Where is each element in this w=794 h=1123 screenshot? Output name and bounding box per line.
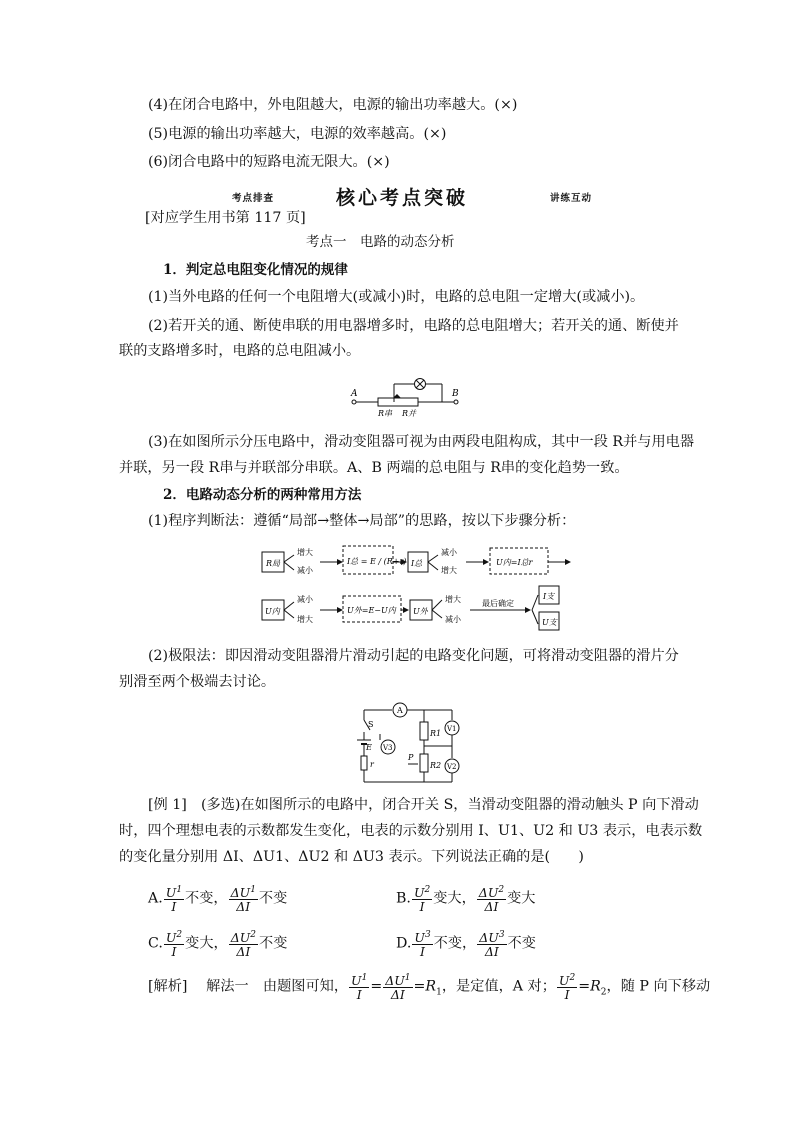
label-dec-1: 减小 (297, 566, 313, 575)
label-inc-4: 增大 (445, 595, 461, 604)
example-line-a: [例 1] (多选)在如图所示的电路中，闭合开关 S，当滑动变阻器的滑动触头 P 向下滑动 (148, 797, 699, 813)
node-i-branch: I支 (543, 592, 555, 601)
banner-right: 讲练互动 (550, 193, 593, 204)
item-4: (4)在闭合电路中，外电阻越大，电源的输出功率越大。(×) (148, 97, 518, 113)
svg-text:U外=E−U内: U外=E−U内 (347, 606, 396, 615)
example-line-b: 时，四个理想电表的示数都发生变化，电表的示数分别用 I、U1、U2 和 U3 表示，电表示数 (119, 823, 703, 839)
label-inc-3: 增大 (297, 615, 313, 624)
label-E: E (366, 743, 372, 752)
option-A[interactable]: A. $\frac{U^1}{I}$ 不变， $\frac{\Delta U^1}{\Delta I}$ 不变 (148, 885, 288, 915)
meter-A: A (397, 706, 403, 715)
node-u-inner: U内 (265, 607, 280, 616)
label-inc-1: 增大 (297, 548, 313, 557)
svg-text:U内=I总r: U内=I总r (496, 558, 533, 567)
label-dec-3: 减小 (297, 595, 313, 604)
para-4: (1)程序判断法：遵循“局部→整体→局部”的思路，按以下步骤分析： (148, 513, 576, 529)
para-3a: (3)在如图所示分压电路中，滑动变阻器可视为由两段电阻构成，其中一段 R并与用电器 (148, 434, 695, 450)
section-title: 考点一 电路的动态分析 (306, 234, 455, 250)
para-5a: (2)极限法：即因滑动变阻器滑片滑动引起的电路变化问题，可将滑动变阻器的滑片分 (148, 648, 679, 664)
flow-diagram (258, 540, 588, 640)
label-B: B (452, 389, 459, 399)
label-inc-2: 增大 (441, 566, 457, 575)
option-B[interactable]: B. $\frac{U^2}{I}$ 变大， $\frac{\Delta U^2}{\Delta I}$ 变大 (396, 885, 536, 915)
meter-V2: V2 (447, 763, 457, 771)
svg-text:I总 = E / (R+r): I总 = E / (R+r) (347, 557, 407, 566)
heading-1: 1．判定总电阻变化情况的规律 (163, 262, 348, 278)
banner-title: 核心考点突破 (336, 187, 469, 209)
label-R1: R1 (430, 729, 442, 738)
option-C[interactable]: C. $\frac{U^2}{I}$ 变大， $\frac{\Delta U^2}{\Delta I}$ 不变 (148, 930, 288, 960)
page-ref: [对应学生用书第 117 页] (145, 210, 306, 226)
label-P: P (408, 753, 414, 762)
node-r-local: R局 (266, 559, 281, 568)
para-3b: 并联，另一段 R串与并联部分串联。A、B 两端的总电阻与 R串的变化趋势一致。 (119, 460, 629, 476)
node-i-total: I总 (411, 559, 423, 568)
label-A: A (351, 389, 358, 399)
meter-V3: V3 (383, 744, 393, 752)
analysis-line: [解析] 解法一 由题图可知， $\frac{U^1}{I}$ = $\frac{\Delta U^1}{\Delta I}$ $=R_1$，是定值，A 对； $\frac{U^2}{I}$ $=R_2$，随 P 向下移动 (148, 973, 711, 1003)
item-5: (5)电源的输出功率越大，电源的效率越高。(×) (148, 126, 447, 142)
example-line-c: 的变化量分别用 ΔI、ΔU1、ΔU2 和 ΔU3 表示。下列说法正确的是( ) (119, 849, 584, 865)
para-1: (1)当外电路的任何一个电阻增大(或减小)时，电路的总电阻一定增大(或减小)。 (148, 289, 645, 305)
label-r: r (370, 760, 374, 769)
para-5b: 别滑至两个极端去讨论。 (119, 674, 276, 690)
item-6: (6)闭合电路中的短路电流无限大。(×) (148, 154, 390, 170)
heading-2: 2．电路动态分析的两种常用方法 (163, 487, 362, 503)
para-2a: (2)若开关的通、断使串联的用电器增多时，电路的总电阻增大；若开关的通、断使并 (148, 318, 679, 334)
node-u-outer: U外 (413, 607, 428, 616)
meter-circuit-figure (352, 700, 468, 788)
label-r-parallel: R并 (402, 409, 417, 418)
meter-V1: V1 (447, 725, 457, 733)
node-u-branch: U支 (542, 618, 557, 627)
analysis-tag: [解析] (148, 978, 188, 995)
label-dec-4: 减小 (445, 615, 461, 624)
label-dec-2: 减小 (441, 548, 457, 557)
divider-circuit-figure (348, 372, 468, 420)
banner-left: 考点排查 (232, 193, 275, 204)
option-D[interactable]: D. $\frac{U^3}{I}$ 不变， $\frac{\Delta U^3}{\Delta I}$ 不变 (396, 930, 536, 960)
label-final: 最后确定 (482, 599, 514, 608)
label-r-series: R串 (378, 409, 393, 418)
label-R2: R2 (430, 761, 442, 770)
para-2b: 联的支路增多时，电路的总电阻减小。 (119, 343, 361, 359)
label-S: S (368, 720, 374, 729)
